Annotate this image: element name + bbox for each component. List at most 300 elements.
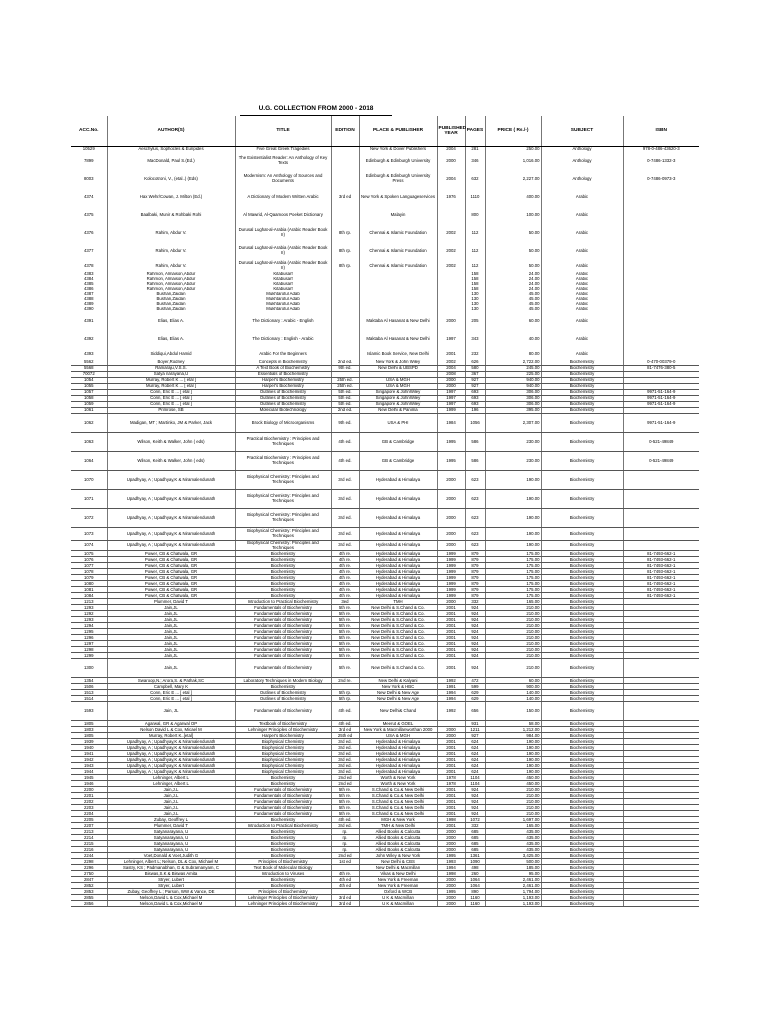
cell-subject: Biochemistry bbox=[541, 733, 623, 739]
cell-place-publisher: Oxford & WCB bbox=[359, 889, 437, 895]
cell-published-year: 1999 bbox=[437, 593, 465, 599]
cell-subject: Biochemistry bbox=[541, 396, 623, 402]
cell-isbn: 0-7486-0973-3 bbox=[647, 175, 676, 181]
cell-edition bbox=[331, 170, 359, 188]
cell-subject: Arabic bbox=[541, 312, 623, 330]
cell-isbn bbox=[623, 206, 699, 224]
cell-published-year: 2001 bbox=[437, 348, 465, 360]
cell-isbn bbox=[623, 659, 699, 678]
cell-place-publisher: Singapore & JohnWiley bbox=[359, 402, 437, 408]
cell-authors: MacDonald, Paul S.(Ed.) bbox=[107, 152, 235, 170]
cell-title: A Text Book of Biochemistry bbox=[235, 366, 331, 372]
cell-title: Biophysical Chemistry: Principles and Techniques bbox=[235, 541, 331, 551]
cell-title: Outlines of Biochemistry bbox=[235, 402, 331, 408]
cell-authors: Nelson,David L & Cox,Michael M bbox=[107, 901, 235, 907]
cell-price: 190.00 bbox=[485, 757, 541, 763]
cell-acc-no: 4393 bbox=[71, 348, 107, 360]
cell-subject: Biochemistry bbox=[541, 763, 623, 769]
cell-price: 306.00 bbox=[485, 402, 541, 408]
cell-title: Biochemistry bbox=[235, 575, 331, 581]
cell-published-year: 1998 bbox=[437, 871, 465, 877]
cell-price: 175.00 bbox=[485, 575, 541, 581]
cell-subject: Biochemistry bbox=[541, 378, 623, 384]
cell-acc-no: 1506 bbox=[71, 684, 107, 690]
cell-price: 45.00 bbox=[485, 292, 541, 297]
cell-pages: 623 bbox=[465, 471, 485, 490]
cell-published-year: 2000 bbox=[437, 378, 465, 384]
cell-authors: Murray, Robert K..[etal] bbox=[107, 733, 235, 739]
cell-acc-no: 2856 bbox=[71, 901, 107, 907]
cell-edition: 3rd ed bbox=[331, 895, 359, 901]
cell-published-year: 1997 bbox=[437, 402, 465, 408]
cell-title: Durusal Lughat-al-Arabia (Arabic Reader Book II) bbox=[235, 260, 331, 272]
cell-title: Biophysical Chemistry bbox=[235, 745, 331, 751]
cell-acc-no: 4388 bbox=[71, 297, 107, 302]
cell-title: Introduction to Practical Biochemistry bbox=[235, 599, 331, 605]
col-price: PRICE ( Rs./-) bbox=[485, 116, 541, 147]
cell-published-year: 1999 bbox=[437, 408, 465, 414]
cell-acc-no: 1070 bbox=[71, 471, 107, 490]
cell-title: Biophysical Chemistry: Principles and Techniques bbox=[235, 528, 331, 541]
cell-edition: 2nd ed. bbox=[331, 360, 359, 366]
cell-pages: 1056 bbox=[465, 414, 485, 433]
cell-price: 190.00 bbox=[485, 471, 541, 490]
cell-title: Concepts in Biochemistry bbox=[235, 360, 331, 366]
cell-pages: 130 bbox=[465, 297, 485, 302]
cell-acc-no: 1075 bbox=[71, 551, 107, 557]
cell-place-publisher: Hyderabad & Himalaya bbox=[359, 757, 437, 763]
cell-pages: 927 bbox=[465, 378, 485, 384]
cell-title: Kitabusarf bbox=[235, 287, 331, 292]
cell-title: Biochemistry bbox=[235, 563, 331, 569]
cell-pages: 623 bbox=[465, 509, 485, 528]
cell-place-publisher: GB & Cambridge bbox=[359, 452, 437, 471]
cell-place-publisher: New Delhi & S.Chand & Co. bbox=[359, 605, 437, 611]
cell-subject: Biochemistry bbox=[541, 433, 623, 452]
cell-place-publisher: Chennai & Islamic Foundation bbox=[359, 242, 437, 260]
cell-published-year: 1984 bbox=[437, 414, 465, 433]
cell-published-year: 2001 bbox=[437, 623, 465, 629]
cell-pages: 623 bbox=[465, 541, 485, 551]
cell-published-year: 2000 bbox=[437, 883, 465, 889]
cell-published-year: 2001 bbox=[437, 787, 465, 793]
cell-edition: 5th re. bbox=[331, 653, 359, 659]
cell-published-year: 2000 bbox=[437, 733, 465, 739]
cell-title: Fundamentals of Biochemistry bbox=[235, 787, 331, 793]
cell-edition: rp. bbox=[331, 829, 359, 835]
cell-title: Fundamentals of Biochemistry bbox=[235, 702, 331, 721]
cell-price: 150.00 bbox=[485, 702, 541, 721]
cell-price: 190.00 bbox=[485, 509, 541, 528]
cell-isbn bbox=[623, 541, 699, 551]
cell-title: Principles of Biochemistry bbox=[235, 889, 331, 895]
cell-published-year: 2001 bbox=[437, 793, 465, 799]
cell-title: Biophysical Chemistry: Principles and Techniques bbox=[235, 471, 331, 490]
cell-title: Practical Biochemistry : Principles and Techniques bbox=[235, 433, 331, 452]
cell-edition: 2nd re. bbox=[331, 678, 359, 684]
cell-published-year: 2000 bbox=[437, 829, 465, 835]
cell-edition: 4th ed bbox=[331, 877, 359, 883]
cell-edition: 4th re. bbox=[331, 551, 359, 557]
cell-title: Fundamentals of Biochemistry bbox=[235, 605, 331, 611]
cell-place-publisher: S.Chand & Co.& New Delhi bbox=[359, 811, 437, 817]
cell-title: Arabic For the Beginners bbox=[235, 348, 331, 360]
cell-subject: Biochemistry bbox=[541, 587, 623, 593]
cell-published-year: 2000 bbox=[437, 471, 465, 490]
cell-acc-no: 1940 bbox=[71, 745, 107, 751]
cell-title: Al Mawrid, Al-Qaamoos Poeket Dictionary bbox=[235, 206, 331, 224]
cell-edition: 4th ed. bbox=[331, 721, 359, 727]
cell-title: Kitabusarf bbox=[235, 282, 331, 287]
cell-price: 45.00 bbox=[485, 297, 541, 302]
cell-title: Mukhtarotul Adab bbox=[235, 292, 331, 297]
cell-price: 140.00 bbox=[485, 690, 541, 696]
cell-subject: Arabic bbox=[541, 188, 623, 206]
cell-place-publisher: New Delhi& Chand bbox=[359, 702, 437, 721]
cell-price: 1,794.00 bbox=[485, 889, 541, 895]
cell-edition bbox=[331, 330, 359, 348]
cell-subject: Biochemistry bbox=[541, 775, 623, 781]
cell-acc-no: 2853 bbox=[71, 889, 107, 895]
cell-price: 435.00 bbox=[485, 835, 541, 841]
cell-authors: Jain,JL bbox=[107, 605, 235, 611]
cell-price: 45.00 bbox=[485, 302, 541, 307]
cell-authors: Jain,JL bbox=[107, 641, 235, 647]
cell-isbn: 81-7493-662-1 bbox=[623, 563, 699, 569]
cell-authors: Campbell, Mary K bbox=[107, 684, 235, 690]
cell-subject: Biochemistry bbox=[541, 471, 623, 490]
cell-place-publisher: Allied Books & Calcutta bbox=[359, 835, 437, 841]
cell-pages: 624 bbox=[465, 745, 485, 751]
cell-published-year: 2000 bbox=[437, 599, 465, 605]
cell-edition: 4th re. bbox=[331, 871, 359, 877]
cell-acc-no: 1805 bbox=[71, 733, 107, 739]
cell-published-year bbox=[437, 206, 465, 224]
cell-acc-no: 1076 bbox=[71, 557, 107, 563]
cell-edition: 3rd ed. bbox=[331, 509, 359, 528]
cell-acc-no: 1057 bbox=[71, 390, 107, 396]
table-row bbox=[71, 901, 699, 907]
cell-authors: Jain,JL bbox=[107, 635, 235, 641]
cell-price: 1,212.00 bbox=[485, 727, 541, 733]
cell-title: Fundamentals of Biochemistry bbox=[235, 641, 331, 647]
cell-published-year: 1999 bbox=[437, 563, 465, 569]
cell-price: 175.00 bbox=[485, 557, 541, 563]
table-body bbox=[71, 147, 699, 907]
cell-title: Introduction to Practical Biochemistry bbox=[235, 823, 331, 829]
cell-pages: 924 bbox=[465, 647, 485, 653]
cell-price: 900.00 bbox=[485, 684, 541, 690]
cell-title: Fundamentals of Biochemistry bbox=[235, 647, 331, 653]
cell-acc-no: 1946 bbox=[71, 781, 107, 787]
cell-published-year: 2000 bbox=[437, 528, 465, 541]
cell-pages: 624 bbox=[465, 757, 485, 763]
cell-pages: 924 bbox=[465, 635, 485, 641]
cell-subject: Biochemistry bbox=[541, 390, 623, 396]
cell-place-publisher: Hyderabad & Himalaya bbox=[359, 509, 437, 528]
cell-authors: Murray, Robert K ... [ etal ] bbox=[107, 384, 235, 390]
cell-title: Principles of Biochemistry bbox=[235, 859, 331, 865]
cell-edition: 4th ed. bbox=[331, 452, 359, 471]
cell-subject: Biochemistry bbox=[541, 690, 623, 696]
cell-isbn: 81-7493-662-1 bbox=[623, 557, 699, 563]
cell-edition: 2nd ed bbox=[331, 853, 359, 859]
cell-place-publisher: MGH & New York bbox=[359, 817, 437, 823]
cell-pages: 879 bbox=[465, 569, 485, 575]
cell-price: 95.00 bbox=[485, 871, 541, 877]
cell-acc-no: 2204 bbox=[71, 811, 107, 817]
cell-acc-no: 4392 bbox=[71, 330, 107, 348]
cell-title: Lehninger Principles of Biochemistry bbox=[235, 895, 331, 901]
cell-title: Biochemistry bbox=[235, 853, 331, 859]
cell-pages: 1361 bbox=[465, 853, 485, 859]
cell-price: 3,425.00 bbox=[485, 853, 541, 859]
cell-edition: 5th re. bbox=[331, 605, 359, 611]
table-row bbox=[71, 330, 699, 348]
cell-authors: Satya narayana,U bbox=[107, 372, 235, 378]
cell-published-year: 1995 bbox=[437, 433, 465, 452]
cell-pages: 130 bbox=[465, 307, 485, 312]
cell-acc-no: 1293 bbox=[71, 617, 107, 623]
cell-authors: Jain,JL bbox=[107, 629, 235, 635]
cell-price: 500.00 bbox=[485, 859, 541, 865]
cell-published-year: 1999 bbox=[437, 569, 465, 575]
cell-authors: Sastry, KS ; Padmanabhan, G & Subramanyam, C bbox=[107, 865, 235, 871]
cell-title: Outlines of Biochemistry bbox=[235, 690, 331, 696]
cell-pages: 693 bbox=[465, 402, 485, 408]
cell-acc-no: 4387 bbox=[71, 292, 107, 297]
cell-isbn: 0-470-00379-0 bbox=[623, 360, 699, 366]
cell-price: 1,016.00 bbox=[485, 152, 541, 170]
cell-pages: 623 bbox=[465, 528, 485, 541]
cell-acc-no: 1293 bbox=[71, 605, 107, 611]
cell-pages: 1211 bbox=[465, 727, 485, 733]
cell-isbn bbox=[623, 224, 699, 242]
cell-subject: Biochemistry bbox=[541, 623, 623, 629]
cell-pages: 924 bbox=[465, 659, 485, 678]
cell-edition: 2nd ed. bbox=[331, 408, 359, 414]
cell-subject: Arabic bbox=[541, 287, 623, 292]
cell-subject: Biochemistry bbox=[541, 581, 623, 587]
cell-place-publisher: Malayin bbox=[359, 206, 437, 224]
cell-place-publisher: Hyderabad & Himalaya bbox=[359, 551, 437, 557]
cell-isbn: 81-7493-662-1 bbox=[623, 551, 699, 557]
cell-published-year: 2002 bbox=[437, 260, 465, 272]
cell-title: Fundamentals of Biochemistry bbox=[235, 617, 331, 623]
cell-isbn: 0-521-49849 bbox=[623, 433, 699, 452]
cell-price: 175.00 bbox=[485, 569, 541, 575]
cell-place-publisher: New Delhi & S.Chand & Co. bbox=[359, 617, 437, 623]
cell-published-year: 2001 bbox=[437, 745, 465, 751]
cell-price: 1,697.00 bbox=[485, 817, 541, 823]
cell-authors: Murray, Robert K ... [ etal ] bbox=[107, 378, 235, 384]
cell-authors: Nelson David L & Cox, Micael M bbox=[107, 727, 235, 733]
cell-price: 210.00 bbox=[485, 611, 541, 617]
cell-price: 45.00 bbox=[485, 307, 541, 312]
cell-pages: 158 bbox=[465, 282, 485, 287]
cell-authors: Satyanarayana, U bbox=[107, 841, 235, 847]
cell-acc-no: 2207 bbox=[71, 823, 107, 829]
cell-pages: 685 bbox=[465, 829, 485, 835]
cell-isbn: 9971-51-164-9 bbox=[623, 396, 699, 402]
cell-price: 435.00 bbox=[485, 847, 541, 853]
cell-isbn bbox=[623, 188, 699, 206]
cell-acc-no: 1300 bbox=[71, 659, 107, 678]
cell-price: 190.00 bbox=[485, 745, 541, 751]
cell-place-publisher: New York & HBC bbox=[359, 684, 437, 690]
cell-pages: 624 bbox=[465, 769, 485, 775]
cell-price: 175.00 bbox=[485, 593, 541, 599]
cell-acc-no: 5568 bbox=[71, 366, 107, 372]
cell-published-year: 2002 bbox=[437, 360, 465, 366]
cell-pages: 656 bbox=[465, 702, 485, 721]
cell-isbn bbox=[623, 330, 699, 348]
cell-subject: Biochemistry bbox=[541, 599, 623, 605]
cell-price: 165.00 bbox=[485, 599, 541, 605]
cell-pages: 624 bbox=[465, 751, 485, 757]
cell-price: 190.00 bbox=[485, 763, 541, 769]
cell-title: Textbook of Biochemistry bbox=[235, 721, 331, 727]
cell-isbn: 81-7493-662-1 bbox=[623, 569, 699, 575]
cell-title: Fundamentals of Biochemistry bbox=[235, 793, 331, 799]
cell-pages: 924 bbox=[465, 811, 485, 817]
cell-place-publisher: Maktaba Al Hasanat & New Delhi bbox=[359, 330, 437, 348]
cell-title: Biochemistry bbox=[235, 829, 331, 835]
cell-title: Biophysical Chemistry bbox=[235, 763, 331, 769]
cell-price: 165.00 bbox=[485, 823, 541, 829]
cell-price: 190.00 bbox=[485, 751, 541, 757]
cell-place-publisher: TMH & New Delhi bbox=[359, 823, 437, 829]
cell-published-year: 1997 bbox=[437, 396, 465, 402]
cell-subject: Biochemistry bbox=[541, 366, 623, 372]
cell-pages: 629 bbox=[465, 696, 485, 702]
cell-subject: Biochemistry bbox=[541, 727, 623, 733]
cell-edition: 4th re. bbox=[331, 569, 359, 575]
cell-acc-no: 2296 bbox=[71, 865, 107, 871]
cell-edition: 4th re. bbox=[331, 581, 359, 587]
cell-authors: Power, CB & Chatwala, GR bbox=[107, 557, 235, 563]
cell-price: 210.00 bbox=[485, 647, 541, 653]
cell-pages: 112 bbox=[465, 242, 485, 260]
cell-subject: Biochemistry bbox=[541, 402, 623, 408]
cell-pages: 346 bbox=[465, 152, 485, 170]
cell-pages: 879 bbox=[465, 587, 485, 593]
cell-price: 435.00 bbox=[485, 841, 541, 847]
cell-place-publisher: Islamic Book Service, New Delhi bbox=[359, 348, 437, 360]
cell-acc-no: 1513 bbox=[71, 690, 107, 696]
cell-acc-no: 1299 bbox=[71, 653, 107, 659]
cell-title: Biochemistry bbox=[235, 551, 331, 557]
cell-edition: 4th re. bbox=[331, 575, 359, 581]
cell-subject: Anthology bbox=[541, 170, 623, 188]
cell-place-publisher: New Delhi & S.Chand & Co. bbox=[359, 653, 437, 659]
cell-title: Biochemistry bbox=[235, 593, 331, 599]
cell-edition: 9th ed. bbox=[331, 414, 359, 433]
cell-subject: Biochemistry bbox=[541, 829, 623, 835]
cell-published-year: 1999 bbox=[437, 581, 465, 587]
cell-isbn bbox=[623, 901, 699, 907]
cell-subject: Biochemistry bbox=[541, 414, 623, 433]
cell-edition: 4th ed bbox=[331, 883, 359, 889]
cell-subject: Biochemistry bbox=[541, 702, 623, 721]
cell-edition: 3rd ed bbox=[331, 901, 359, 907]
cell-published-year: 2001 bbox=[437, 647, 465, 653]
cell-pages: 931 bbox=[465, 721, 485, 727]
cell-pages: 586 bbox=[465, 452, 485, 471]
cell-title: Outlines of Biochemistry bbox=[235, 390, 331, 396]
cell-pages: 112 bbox=[465, 224, 485, 242]
cell-pages: 879 bbox=[465, 581, 485, 587]
cell-price: 984.00 bbox=[485, 733, 541, 739]
cell-authors: Power, CB & Chatwala, GR bbox=[107, 551, 235, 557]
cell-pages: 196 bbox=[465, 408, 485, 414]
cell-authors: Wilson, Keith & Walker, John ( eds) bbox=[107, 452, 235, 471]
cell-published-year: 2002 bbox=[437, 242, 465, 260]
cell-acc-no: 4391 bbox=[71, 312, 107, 330]
cell-edition: 5th re. bbox=[331, 805, 359, 811]
cell-authors: Rahim, Abdur V. bbox=[107, 224, 235, 242]
cell-pages: 332 bbox=[465, 599, 485, 605]
cell-subject: Biochemistry bbox=[541, 384, 623, 390]
cell-published-year: 2000 bbox=[437, 901, 465, 907]
cell-edition: 5th re. bbox=[331, 629, 359, 635]
cell-edition: 8th rp. bbox=[331, 242, 359, 260]
cell-published-year: 1998 bbox=[437, 817, 465, 823]
cell-subject: Biochemistry bbox=[541, 593, 623, 599]
col-published-year: PUBLISHED YEAR bbox=[437, 116, 465, 147]
cell-isbn: 9971-51-164-9 bbox=[623, 390, 699, 396]
cell-authors: Jain,J.L bbox=[107, 787, 235, 793]
cell-authors: Lehninger, Albert L; Nelson, DL & Cox, Michael M bbox=[107, 859, 235, 865]
cell-pages: 924 bbox=[465, 799, 485, 805]
cell-place-publisher: Hyderabad & Himalaya bbox=[359, 763, 437, 769]
cell-price: 306.00 bbox=[485, 390, 541, 396]
cell-edition: 3rd ed. bbox=[331, 471, 359, 490]
cell-acc-no: 4386 bbox=[71, 287, 107, 292]
cell-edition: rp. bbox=[331, 841, 359, 847]
table-row bbox=[71, 433, 699, 452]
cell-isbn: 81-7493-662-1 bbox=[623, 593, 699, 599]
cell-published-year: 2001 bbox=[437, 605, 465, 611]
cell-title: Biophysical Chemistry bbox=[235, 739, 331, 745]
cell-edition bbox=[331, 348, 359, 360]
cell-place-publisher: Worth & New York bbox=[359, 775, 437, 781]
cell-authors: Satyanarayana, U bbox=[107, 835, 235, 841]
cell-acc-no: 1054 bbox=[71, 378, 107, 384]
cell-published-year: 1995 bbox=[437, 853, 465, 859]
cell-authors: Hax Wehr/Cowan, J. Milton (Ed.) bbox=[107, 188, 235, 206]
cell-title: Biochemistry bbox=[235, 841, 331, 847]
cell-subject: Biochemistry bbox=[541, 757, 623, 763]
cell-acc-no: 1213 bbox=[71, 599, 107, 605]
cell-price: 210.00 bbox=[485, 605, 541, 611]
cell-place-publisher: Hyderabad & Himalaya bbox=[359, 593, 437, 599]
cell-acc-no: 1074 bbox=[71, 541, 107, 551]
cell-authors: Jain,JL bbox=[107, 647, 235, 653]
cell-isbn: 0-7486-1332-3 bbox=[647, 157, 676, 163]
cell-subject: Biochemistry bbox=[541, 372, 623, 378]
cell-subject: Biochemistry bbox=[541, 678, 623, 684]
cell-subject: Biochemistry bbox=[541, 865, 623, 871]
cell-place-publisher: New York & Spoken Languageservices bbox=[359, 188, 437, 206]
cell-subject: Arabic bbox=[541, 277, 623, 282]
cell-pages: 685 bbox=[465, 847, 485, 853]
cell-edition: rp. bbox=[331, 847, 359, 853]
cell-pages: 879 bbox=[465, 551, 485, 557]
cell-authors: Primrose, SB bbox=[107, 408, 235, 414]
cell-authors: Power, CB & Chatwala, GR bbox=[107, 593, 235, 599]
cell-price: 210.00 bbox=[485, 623, 541, 629]
